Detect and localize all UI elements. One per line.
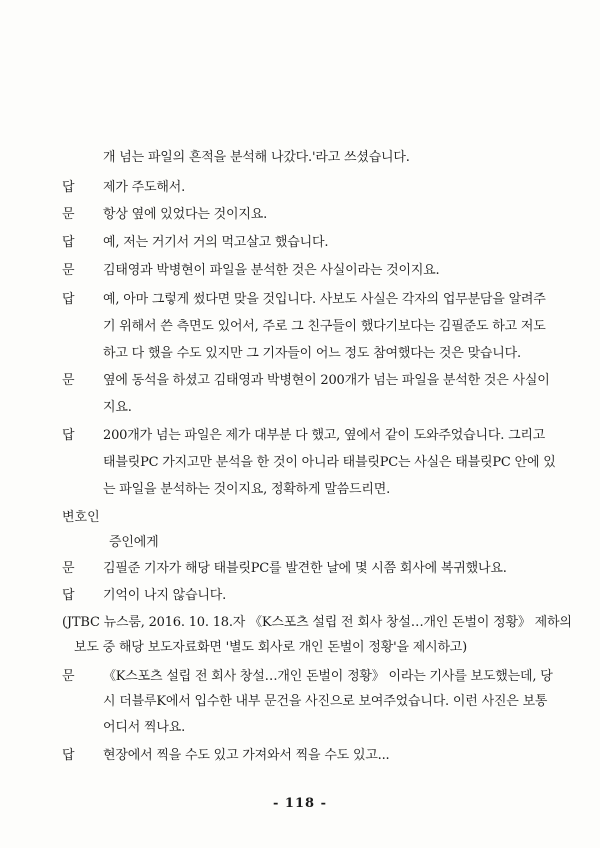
speaker-question: 문 [62,373,75,388]
continuation-line: 개 넘는 파일의 흔적을 분석해 나갔다.'라고 쓰셨습니다. [103,150,410,165]
answer-text: 기억이 나지 않습니다. [103,588,227,603]
speaker-question: 문 [62,263,75,278]
speaker-answer: 답 [62,180,75,195]
speaker-question: 문 [62,207,75,222]
answer-text: 예, 아마 그렇게 썼다면 맞을 것입니다. 사보도 사실은 각자의 업무분담을 알려주 [103,292,546,307]
question-text: 《K스포츠 설립 전 회사 창설…개인 돈벌이 정황》 이라는 기사를 보도했는데, 당 [103,669,553,684]
question-text: 김태영과 박병현이 파일을 분석한 것은 사실이라는 것이지요. [103,263,440,278]
answer-text: 예, 저는 거기서 거의 먹고살고 했습니다. [103,235,329,250]
answer-text: 기 위해서 쓴 측면도 있어서, 주로 그 친구들이 했다기보다는 김필준도 하고 저도 [103,319,546,334]
speaker-answer: 답 [62,292,75,307]
speaker-question: 문 [62,561,75,576]
question-text: 시 더블루K에서 입수한 내부 문건을 사진으로 보여주었습니다. 이런 사진은 보통 [103,694,548,709]
answer-text: 현장에서 찍을 수도 있고 가져와서 찍을 수도 있고... [103,748,390,763]
answer-text: 태블릿PC 가지고만 분석을 한 것이 아니라 태블릿PC는 사실은 태블릿PC 안에 있 [103,455,556,470]
question-text: 옆에 동석을 하셨고 김태영과 박병현이 200개가 넘는 파일을 분석한 것은 사실이 [103,373,550,388]
question-text: 항상 옆에 있었다는 것이지요. [103,207,268,222]
speaker-answer: 답 [62,748,75,763]
to-witness-label: 증인에게 [109,535,159,550]
defense-label: 변호인 [62,510,100,525]
question-text: 어디서 찍나요. [103,720,186,735]
exhibit-note: 보도 중 해당 보도자료화면 '별도 회사로 개인 돈벌이 정황'을 제시하고) [74,640,468,655]
speaker-answer: 답 [62,428,75,443]
answer-text: 는 파일을 분석하는 것이지요, 정확하게 말씀드리면. [103,482,391,497]
speaker-answer: 답 [62,588,75,603]
speaker-question: 문 [62,669,75,684]
question-text: 지요. [103,400,132,415]
answer-text: 하고 다 했을 수도 있지만 그 기자들이 어느 정도 참여했다는 것은 맞습니다. [103,346,521,361]
exhibit-note: (JTBC 뉴스룸, 2016. 10. 18.자 《K스포츠 설립 전 회사 창설…개인 돈벌이 정황》 제하의 [62,615,572,630]
answer-text: 제가 주도해서. [103,180,186,195]
page-number: - 118 - [273,796,327,811]
speaker-answer: 답 [62,235,75,250]
question-text: 김필준 기자가 해당 태블릿PC를 발견한 날에 몇 시쯤 회사에 복귀했나요. [103,561,507,576]
answer-text: 200개가 넘는 파일은 제가 대부분 다 했고, 옆에서 같이 도와주었습니다. 그리고 [103,428,546,443]
